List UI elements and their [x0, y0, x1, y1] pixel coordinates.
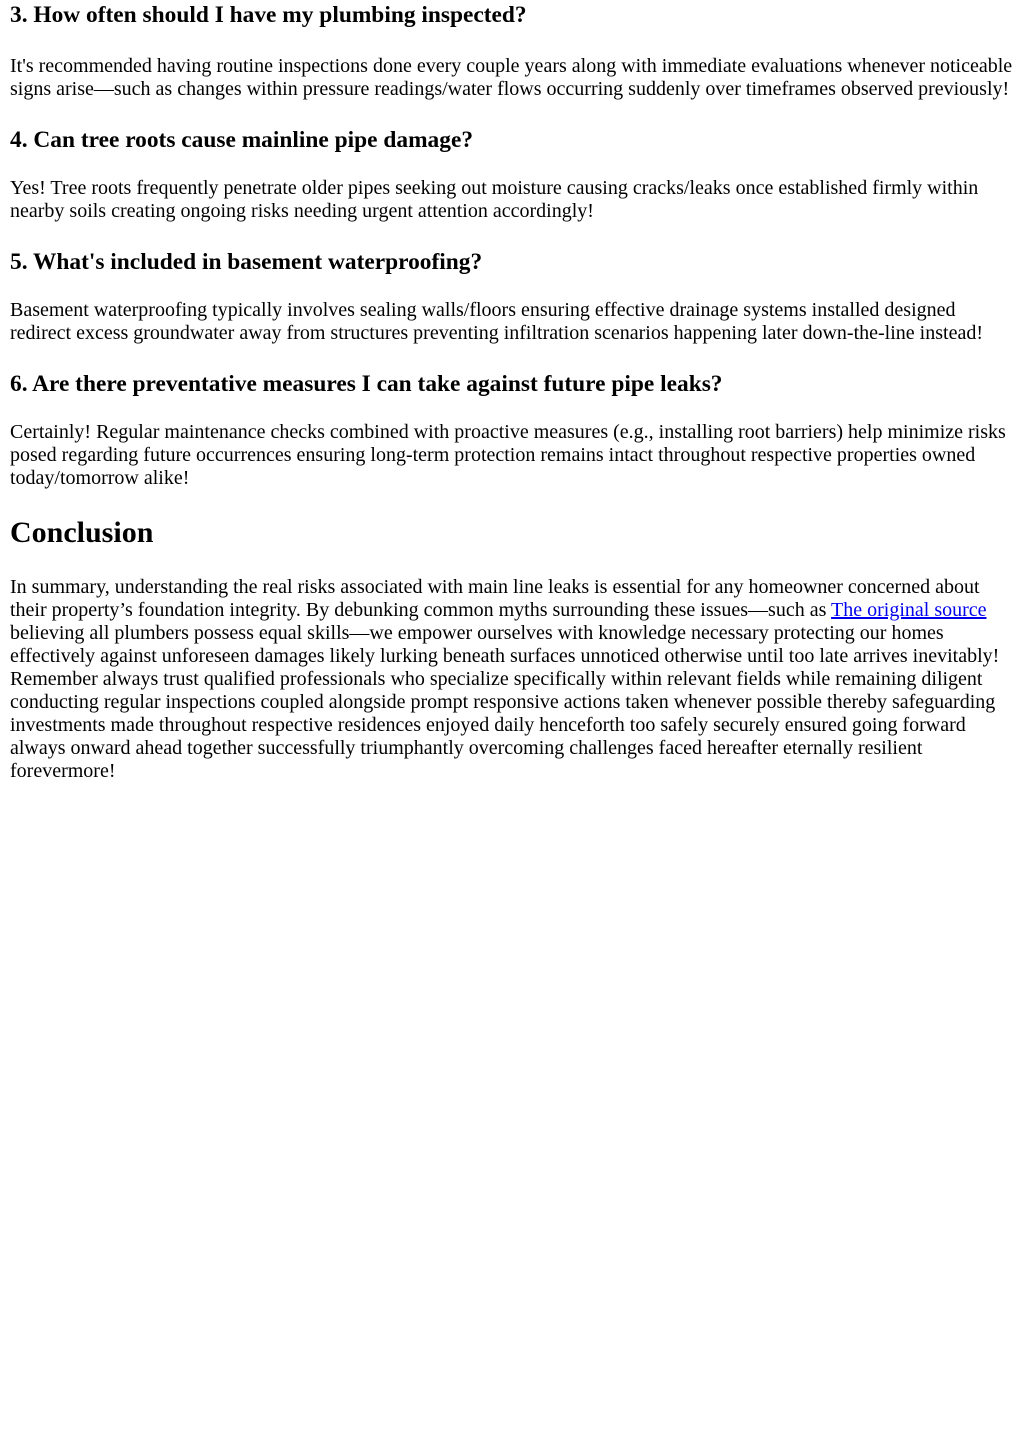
conclusion-heading: Conclusion [10, 516, 154, 549]
original-source-link[interactable]: The original source [831, 599, 987, 621]
faq-question-5: 5. What's included in basement waterproofing? [10, 249, 483, 275]
conclusion-text-before-link: In summary, understanding the real risks associated with main line leaks is essential for any homeowner concerned about their property’s foundation integrity. By debunking common myths surrounding these issues—such as [10, 576, 980, 621]
faq-answer-4: Yes! Tree roots frequently penetrate older pipes seeking out moisture causing cracks/leaks once established firmly within nearby soils creating ongoing risks needing urgent attention accordingly! [10, 177, 979, 222]
conclusion-paragraph [10, 576, 1014, 783]
faq-answer-3: It's recommended having routine inspections done every couple years along with immediate evaluations whenever noticeable signs arise—such as changes within pressure readings/water flows occurring suddenly over timeframes observed previously! [10, 55, 1013, 100]
faq-question-6: 6. Are there preventative measures I can take against future pipe leaks? [10, 371, 723, 397]
faq-answer-5: Basement waterproofing typically involves sealing walls/floors ensuring effective drainage systems installed designed redirect excess groundwater away from structures preventing infiltration scenarios happening later down-the-line instead! [10, 299, 983, 344]
conclusion-text-after-link: believing all plumbers possess equal skills—we empower ourselves with knowledge necessary protecting our homes effectively against unforeseen damages likely lurking beneath surfaces unnoticed otherwise until too late arrives inevitably! Remember always trust qualified professionals who specialize specifically within relevant fields while remaining diligent conducting regular inspections coupled alongside prompt responsive actions taken whenever possible thereby safeguarding investments made throughout respective residences enjoyed daily henceforth too safely securely ensured going forward always onward ahead together successfully triumphantly overcoming challenges faced hereafter eternally resilient forevermore! [10, 622, 1000, 782]
faq-question-4: 4. Can tree roots cause mainline pipe damage? [10, 127, 474, 153]
faq-answer-6: Certainly! Regular maintenance checks combined with proactive measures (e.g., installing root barriers) help minimize risks posed regarding future occurrences ensuring long-term protection remains intact throughout respective properties owned today/tomorrow alike! [10, 421, 1006, 489]
article-body [10, 2, 1014, 783]
faq-question-3: 3. How often should I have my plumbing inspected? [10, 2, 527, 28]
